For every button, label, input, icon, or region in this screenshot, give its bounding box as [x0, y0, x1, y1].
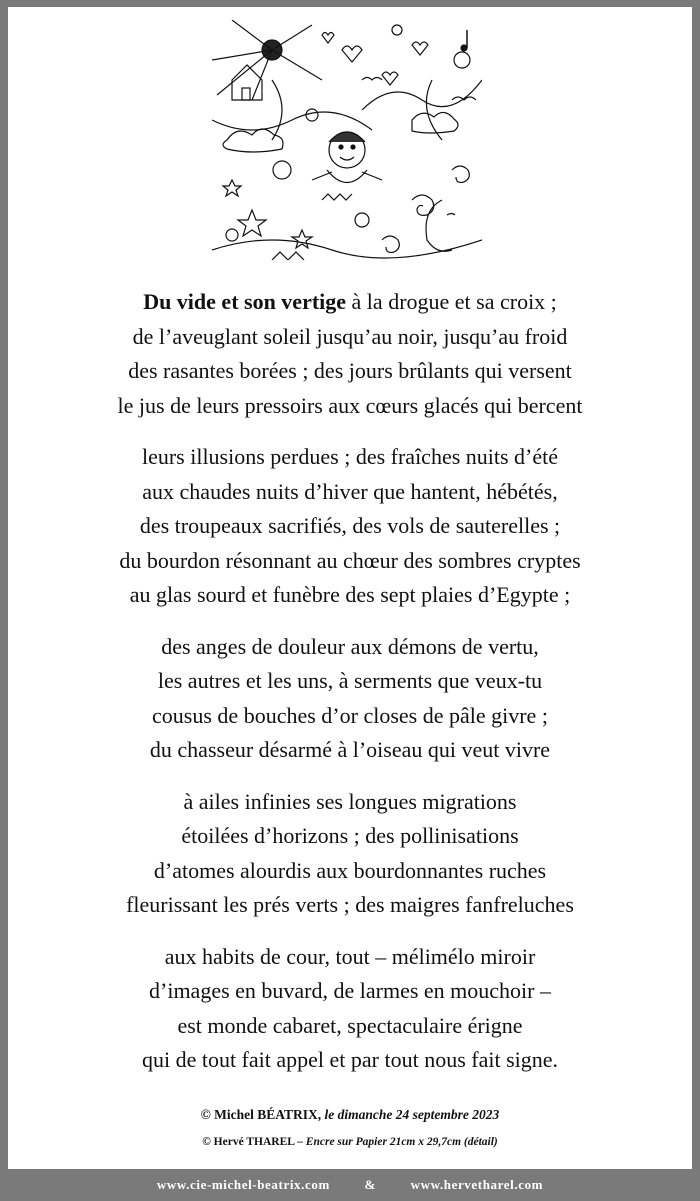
stanza-1 — [8, 285, 692, 423]
website-link-tharel[interactable]: www.hervetharel.com — [410, 1177, 544, 1192]
artist-credit — [8, 1134, 692, 1150]
poem-text — [8, 285, 692, 1095]
author-credit — [8, 1106, 692, 1124]
stanza-5 — [8, 940, 692, 1078]
author-date: le dimanche 24 septembre 2023 — [321, 1107, 500, 1122]
poem-line: de l’aveuglant soleil jusqu’au noir, jusqu’au froid — [132, 323, 568, 349]
poem-line: le jus de leurs pressoirs aux cœurs glacés qui bercent — [117, 392, 583, 418]
artist-name: © Hervé THAREL – — [202, 1136, 306, 1148]
footer-separator: & — [364, 1177, 376, 1192]
poem-line: qui de tout fait appel et par tout nous fait signe. — [141, 1047, 559, 1072]
poem-line: aux habits de cour, tout – mélimélo miroir — [164, 943, 536, 969]
poem-line: à ailes infinies ses longues migrations — [183, 788, 517, 814]
ink-drawing-illustration — [212, 20, 482, 260]
stanza-3 — [8, 630, 692, 768]
poem-card — [8, 7, 692, 1169]
poem-line: fleurissant les prés verts ; des maigres fanfreluches — [126, 892, 574, 917]
stanza-4 — [8, 785, 692, 923]
stanza-2 — [8, 440, 692, 613]
poem-line: des anges de douleur aux démons de vertu, — [161, 633, 539, 659]
poem-line: du bourdon résonnant au chœur des sombres cryptes — [119, 547, 581, 573]
poem-line: cousus de bouches d’or closes de pâle givre ; — [152, 702, 548, 728]
credits — [8, 1106, 692, 1150]
poem-line — [8, 285, 692, 320]
poem-line: est monde cabaret, spectaculaire érigne — [177, 1012, 523, 1038]
poem-line: d’images en buvard, de larmes en mouchoir – — [149, 978, 551, 1003]
poem-line: des rasantes borées ; des jours brûlants qui versent — [128, 358, 572, 383]
artwork-medium: Encre sur Papier 21cm x 29,7cm (détail) — [305, 1136, 498, 1148]
poem-line: au glas sourd et funèbre des sept plaies d’Egypte ; — [129, 582, 571, 607]
poem-line: des troupeaux sacrifiés, des vols de sauterelles ; — [139, 513, 561, 538]
poem-line: les autres et les uns, à serments que veux-tu — [157, 668, 543, 693]
author-name: © Michel BÉATRIX, — [200, 1107, 322, 1122]
poem-line: d’atomes alourdis aux bourdonnantes ruches — [153, 857, 547, 883]
poem-line: leurs illusions perdues ; des fraîches nuits d’été — [141, 444, 559, 469]
poem-line-rest: à la drogue et sa croix ; — [346, 289, 557, 314]
poem-line: du chasseur désarmé à l’oiseau qui veut vivre — [149, 737, 551, 762]
ink-drawing-icon — [212, 20, 482, 260]
poem-title-phrase: Du vide et son vertige — [143, 289, 347, 314]
footer-links — [0, 1169, 700, 1201]
poem-line: étoilées d’horizons ; des pollinisations — [181, 823, 519, 848]
website-link-beatrix[interactable]: www.cie-michel-beatrix.com — [156, 1177, 330, 1192]
poem-line: aux chaudes nuits d’hiver que hantent, hébétés, — [142, 478, 558, 504]
